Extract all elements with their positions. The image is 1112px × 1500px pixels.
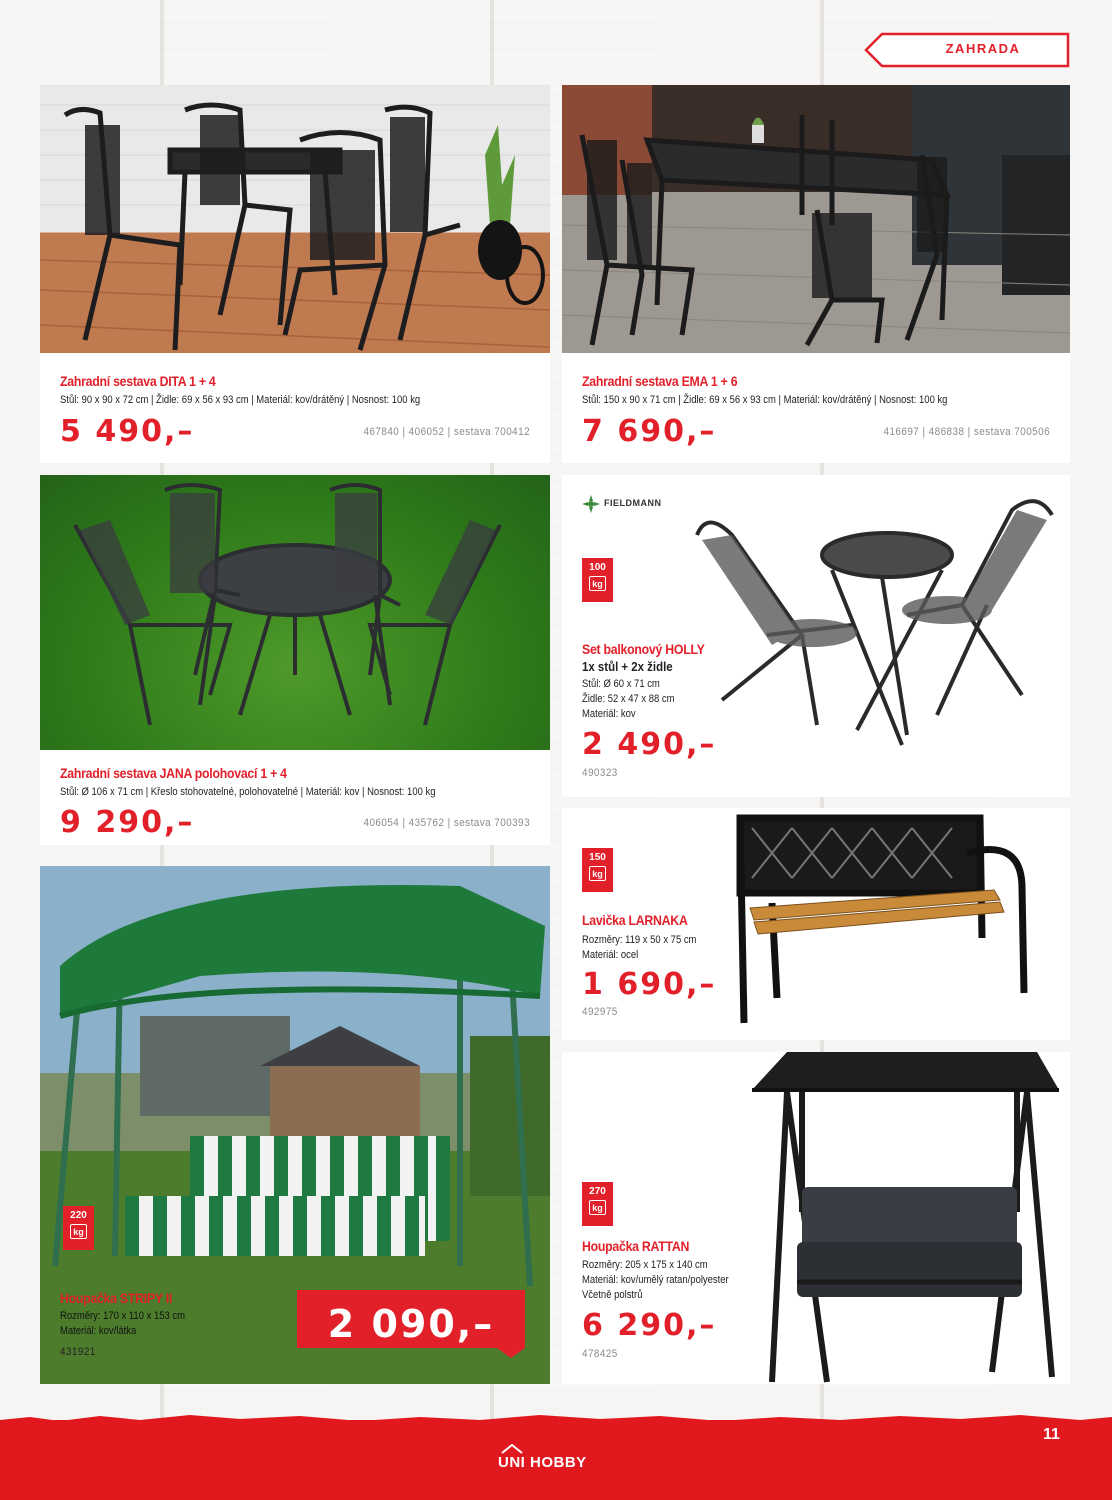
product-title-ema: Zahradní sestava EMA 1 + 6 — [582, 373, 738, 389]
product-code-jana: 406054 | 435762 | sestava 700393 — [363, 817, 530, 829]
brand-logo-fieldmann — [582, 495, 672, 519]
product-image-larnaka[interactable] — [732, 808, 1037, 1033]
product-image-rattan[interactable] — [747, 1052, 1062, 1384]
product-price-stripy: 2 090,– — [327, 1302, 495, 1346]
load-capacity-value: 150 — [589, 852, 606, 863]
load-capacity-value: 100 — [589, 562, 606, 573]
spec-line: Materiál: ocel — [582, 949, 639, 961]
weight-icon: kg — [70, 1224, 87, 1239]
product-code-rattan: 478425 — [582, 1348, 618, 1360]
product-title-rattan: Houpačka RATTAN — [582, 1238, 690, 1254]
house-roof-icon — [501, 1444, 523, 1454]
product-title-larnaka: Lavička LARNAKA — [582, 912, 688, 928]
spec-line: Materiál: kov/látka — [60, 1325, 137, 1337]
footer-rough-edge — [0, 1412, 1112, 1426]
product-code-ema: 416697 | 486838 | sestava 700506 — [883, 426, 1050, 438]
product-code-stripy: 431921 — [60, 1346, 96, 1358]
product-specs-jana: Stůl: Ø 106 x 71 cm | Křeslo stohovatelné, polohovatelné | Materiál: kov | Nosnost: 100 kg — [60, 786, 436, 798]
page-number: 11 — [1043, 1426, 1060, 1443]
fieldmann-icon — [582, 495, 600, 513]
product-price-stripy-banner — [297, 1290, 525, 1358]
spec-line: Materiál: kov — [582, 708, 636, 720]
product-price-jana: 9 290,– — [60, 805, 195, 840]
product-code-holly: 490323 — [582, 767, 618, 779]
product-specs-rattan — [582, 1258, 729, 1303]
spec-line: Rozměry: 170 x 110 x 153 cm — [60, 1310, 185, 1322]
product-title-jana: Zahradní sestava JANA polohovací 1 + 4 — [60, 765, 287, 781]
category-tag[interactable] — [864, 32, 1070, 68]
weight-icon: kg — [589, 1200, 606, 1215]
product-card-holly[interactable] — [562, 475, 1070, 797]
load-capacity-value: 270 — [589, 1186, 606, 1197]
product-card-ema[interactable] — [562, 85, 1070, 463]
product-title-stripy: Houpačka STRIPY II — [60, 1290, 173, 1306]
weight-icon: kg — [589, 866, 606, 881]
product-card-larnaka[interactable] — [562, 808, 1070, 1040]
spec-line: Materiál: kov/umělý ratan/polyester — [582, 1274, 729, 1286]
product-specs-stripy — [60, 1309, 185, 1339]
product-title-dita: Zahradní sestava DITA 1 + 4 — [60, 373, 216, 389]
product-price-rattan: 6 290,– — [582, 1308, 717, 1343]
product-image-holly[interactable] — [692, 485, 1062, 755]
product-card-dita[interactable] — [40, 85, 550, 463]
spec-line: Včetně polstrů — [582, 1289, 643, 1301]
spec-line: Rozměry: 205 x 175 x 140 cm — [582, 1259, 708, 1271]
product-subtitle-holly: 1x stůl + 2x židle — [582, 659, 673, 674]
product-specs-dita: Stůl: 90 x 90 x 72 cm | Židle: 69 x 56 x 93 cm | Materiál: kov/drátěný | Nosnost: 100 kg — [60, 394, 421, 406]
load-capacity-badge-stripy — [63, 1206, 94, 1250]
product-specs-holly — [582, 677, 675, 722]
unihobby-logo[interactable] — [498, 1454, 587, 1471]
product-image-jana[interactable] — [40, 475, 550, 750]
product-price-holly: 2 490,– — [582, 727, 717, 762]
load-capacity-value: 220 — [70, 1210, 87, 1221]
weight-icon: kg — [589, 576, 606, 591]
product-price-ema: 7 690,– — [582, 414, 717, 449]
spec-line: Rozměry: 119 x 50 x 75 cm — [582, 934, 697, 946]
product-title-holly: Set balkonový HOLLY — [582, 641, 705, 657]
load-capacity-badge-larnaka — [582, 848, 613, 892]
product-code-dita: 467840 | 406052 | sestava 700412 — [363, 426, 530, 438]
spec-line: Židle: 52 x 47 x 88 cm — [582, 693, 675, 705]
spec-line: Stůl: Ø 60 x 71 cm — [582, 678, 660, 690]
load-capacity-badge-holly — [582, 558, 613, 602]
category-tag-label: ZAHRADA — [945, 41, 1021, 56]
product-code-larnaka: 492975 — [582, 1006, 618, 1018]
brand-name: FIELDMANN — [604, 498, 662, 508]
product-price-dita: 5 490,– — [60, 414, 195, 449]
load-capacity-badge-rattan — [582, 1182, 613, 1226]
product-card-rattan[interactable] — [562, 1052, 1070, 1384]
product-image-ema[interactable] — [562, 85, 1070, 353]
product-price-larnaka: 1 690,– — [582, 967, 717, 1002]
product-specs-ema: Stůl: 150 x 90 x 71 cm | Židle: 69 x 56 x 93 cm | Materiál: kov/drátěný | Nosnost: 100 kg — [582, 394, 948, 406]
logo-text: UNI HOBBY — [498, 1454, 587, 1471]
product-card-jana[interactable] — [40, 475, 550, 845]
product-image-dita[interactable] — [40, 85, 550, 353]
product-specs-larnaka — [582, 933, 696, 963]
